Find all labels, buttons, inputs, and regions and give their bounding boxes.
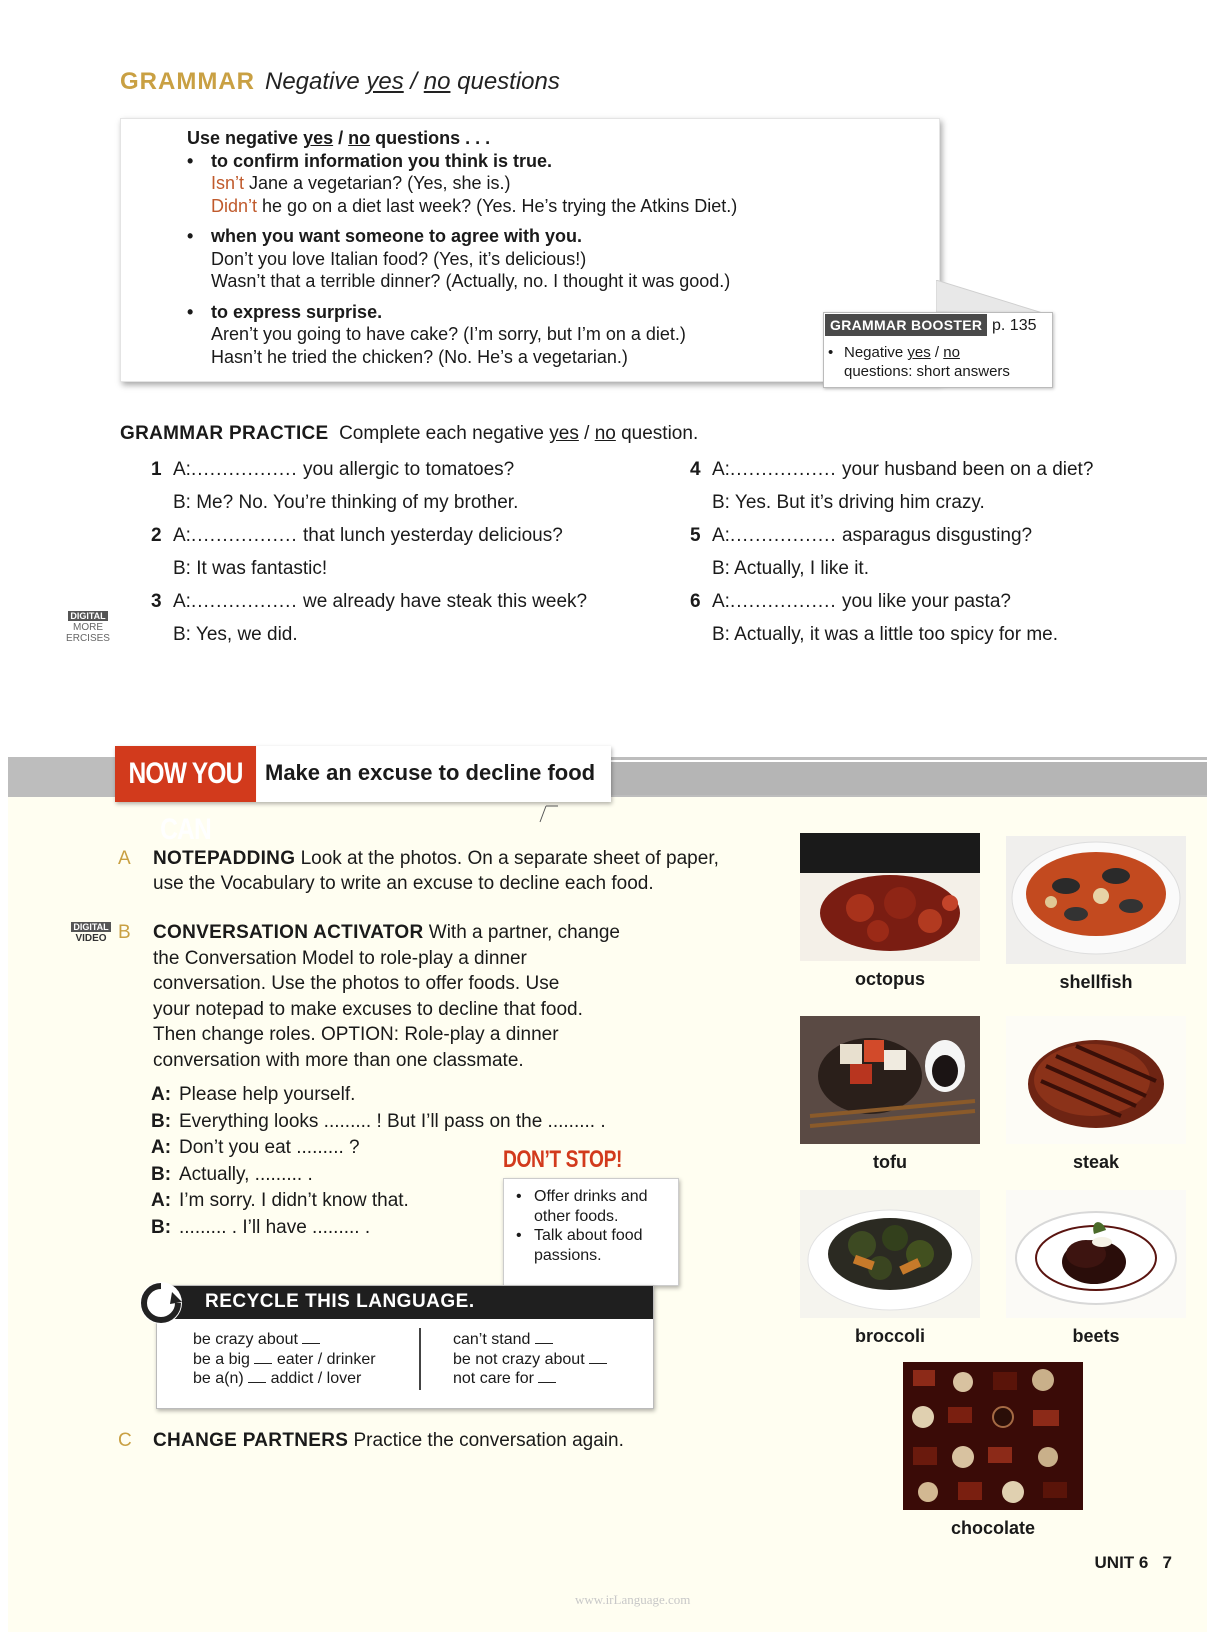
now-you-can-header — [115, 746, 611, 846]
conversation-line: A: Don’t you eat ......... ? — [151, 1137, 360, 1158]
photo-shellfish — [1006, 836, 1186, 993]
digital-more-exercises[interactable]: DIGITAL MORE ERCISES — [66, 611, 110, 644]
practice-item-4-a: 4 A:................. your husband been on a diet? — [690, 459, 1094, 480]
practice-item-6-a: 6 A:................. you like your pasta? — [690, 591, 1011, 612]
practice-item-4-b: B: Yes. But it’s driving him crazy. — [712, 492, 985, 513]
recycle-box — [156, 1285, 654, 1409]
photo-chocolate — [903, 1362, 1083, 1539]
grammar-intro: Use negative yes / no questions . . . — [187, 128, 491, 148]
booster-pointer — [936, 280, 1046, 316]
conversation-line: A: Please help yourself. — [151, 1084, 356, 1105]
section-c: C CHANGE PARTNERS Practice the conversation again. — [118, 1430, 624, 1451]
unit-label: UNIT 6 — [1094, 1553, 1149, 1572]
practice-item-5-b: B: Actually, I like it. — [712, 558, 869, 579]
header-tick — [530, 800, 560, 824]
conversation-line: B: Actually, ......... . — [151, 1163, 313, 1185]
photo-label-broccoli: broccoli — [854, 1326, 925, 1346]
photo-octopus — [800, 833, 980, 990]
grammar-rule-2: • when you want someone to agree with you. Don’t you love Italian food? (Yes, it’s delicious!) Wasn’t that a terrible dinner? (Actually, no. I thought it was good.) — [187, 226, 731, 291]
photo-label-tofu: tofu — [873, 1152, 907, 1172]
photo-tofu — [800, 1016, 980, 1173]
photo-label-chocolate: chocolate — [950, 1518, 1036, 1538]
photo-label-steak: steak — [1072, 1152, 1120, 1172]
grammar-rule-box — [120, 118, 940, 382]
dont-stop-item: • Offer drinks and other foods. — [516, 1187, 648, 1226]
conversation-line: B: Everything looks ......... ! But I’ll pass on the ......... . — [151, 1110, 606, 1132]
grammar-rule-1: • to confirm information you think is true. Isn’t Jane a vegetarian? (Yes, she is.) Didn’t he go on a diet last week? (Yes. He’s trying the Atkins Diet.) — [187, 150, 738, 216]
section-a: A NOTEPADDING Look at the photos. On a separate sheet of paper, use the Vocabulary to write an excuse to decline each food. — [118, 848, 719, 894]
section-b: B CONVERSATION ACTIVATOR With a partner, change the Conversation Model to role-play a dinner conversation. Use the photos to offer foods. Use your notepad to make excuses to decline that food. Then change roles. OPTION: Role-play a dinner conversation with more than one classmate. — [118, 922, 620, 1071]
watermark: www.irLanguage.com — [575, 1592, 691, 1607]
dont-stop-item: • Talk about food passions. — [516, 1226, 648, 1265]
photo-broccoli — [800, 1190, 980, 1347]
practice-item-2-b: B: It was fantastic! — [173, 558, 328, 579]
broccoli-icon — [800, 1190, 980, 1318]
recycle-left-list: be crazy about be a big eater / drinker be a(n) addict / lover — [193, 1331, 376, 1387]
practice-item-5-a: 5 A:................. asparagus disgusting? — [690, 525, 1033, 546]
grammar-rule-3: • to express surprise. Aren’t you going to have cake? (I’m sorry, but I’m on a diet.) Hasn’t he tried the chicken? (No. He’s a vegetarian.) — [187, 301, 686, 367]
recycle-icon — [138, 1280, 184, 1326]
practice-item-6-b: B: Actually, it was a little too spicy for me. — [712, 624, 1058, 645]
digital-video[interactable]: DIGITAL VIDEO — [73, 922, 109, 944]
grammar-practice-heading: GRAMMAR PRACTICE Complete each negative yes / no question. — [120, 423, 699, 444]
practice-item-1-a: 1 A:................. you allergic to tomatoes? — [151, 459, 515, 480]
practice-item-1-b: B: Me? No. You’re thinking of my brother. — [173, 492, 519, 513]
octopus-icon — [800, 833, 980, 961]
recycle-right-list: can’t stand be not crazy about not care for — [453, 1330, 607, 1389]
grammar-booster-tab: GRAMMAR BOOSTER — [825, 314, 987, 336]
now-you-can-title: Make an excuse to decline food — [265, 760, 596, 785]
page-number: 7 — [1162, 1553, 1172, 1572]
band-texture — [610, 760, 1207, 795]
chocolate-icon — [903, 1362, 1083, 1510]
practice-item-2-a: 2 A:................. that lunch yesterday delicious? — [151, 525, 563, 546]
photo-beets — [1006, 1190, 1186, 1347]
photo-steak — [1006, 1016, 1186, 1173]
photo-label-octopus: octopus — [855, 969, 925, 989]
photo-label-shellfish: shellfish — [1059, 972, 1133, 992]
conversation-line: A: I’m sorry. I didn’t know that. — [151, 1190, 409, 1211]
dont-stop-box — [503, 1146, 652, 1264]
steak-icon — [1006, 1016, 1186, 1144]
grammar-title: Negative yes / no questions — [264, 68, 560, 95]
shellfish-icon — [1006, 836, 1186, 964]
grammar-heading — [120, 68, 560, 96]
grammar-booster-item: • Negative yes / no questions: short answers — [828, 343, 1010, 381]
dont-stop-title: DON’T STOP! — [503, 1146, 622, 1173]
practice-item-3-b: B: Yes, we did. — [173, 624, 298, 645]
tofu-icon — [800, 1016, 980, 1144]
grammar-booster-page: p. 135 — [992, 317, 1037, 334]
photo-label-beets: beets — [1072, 1326, 1120, 1346]
beets-icon — [1006, 1190, 1186, 1318]
practice-item-3-a: 3 A:................. we already have steak this week? — [151, 591, 588, 612]
recycle-title: RECYCLE THIS LANGUAGE. — [205, 1291, 475, 1312]
page-footer — [1095, 1553, 1172, 1573]
now-you-can-label: NOW YOU CAN — [115, 746, 256, 802]
conversation-line: B: ......... . I’ll have ......... . — [151, 1216, 371, 1238]
grammar-booster[interactable] — [823, 312, 1053, 388]
grammar-label: GRAMMAR — [120, 68, 255, 95]
